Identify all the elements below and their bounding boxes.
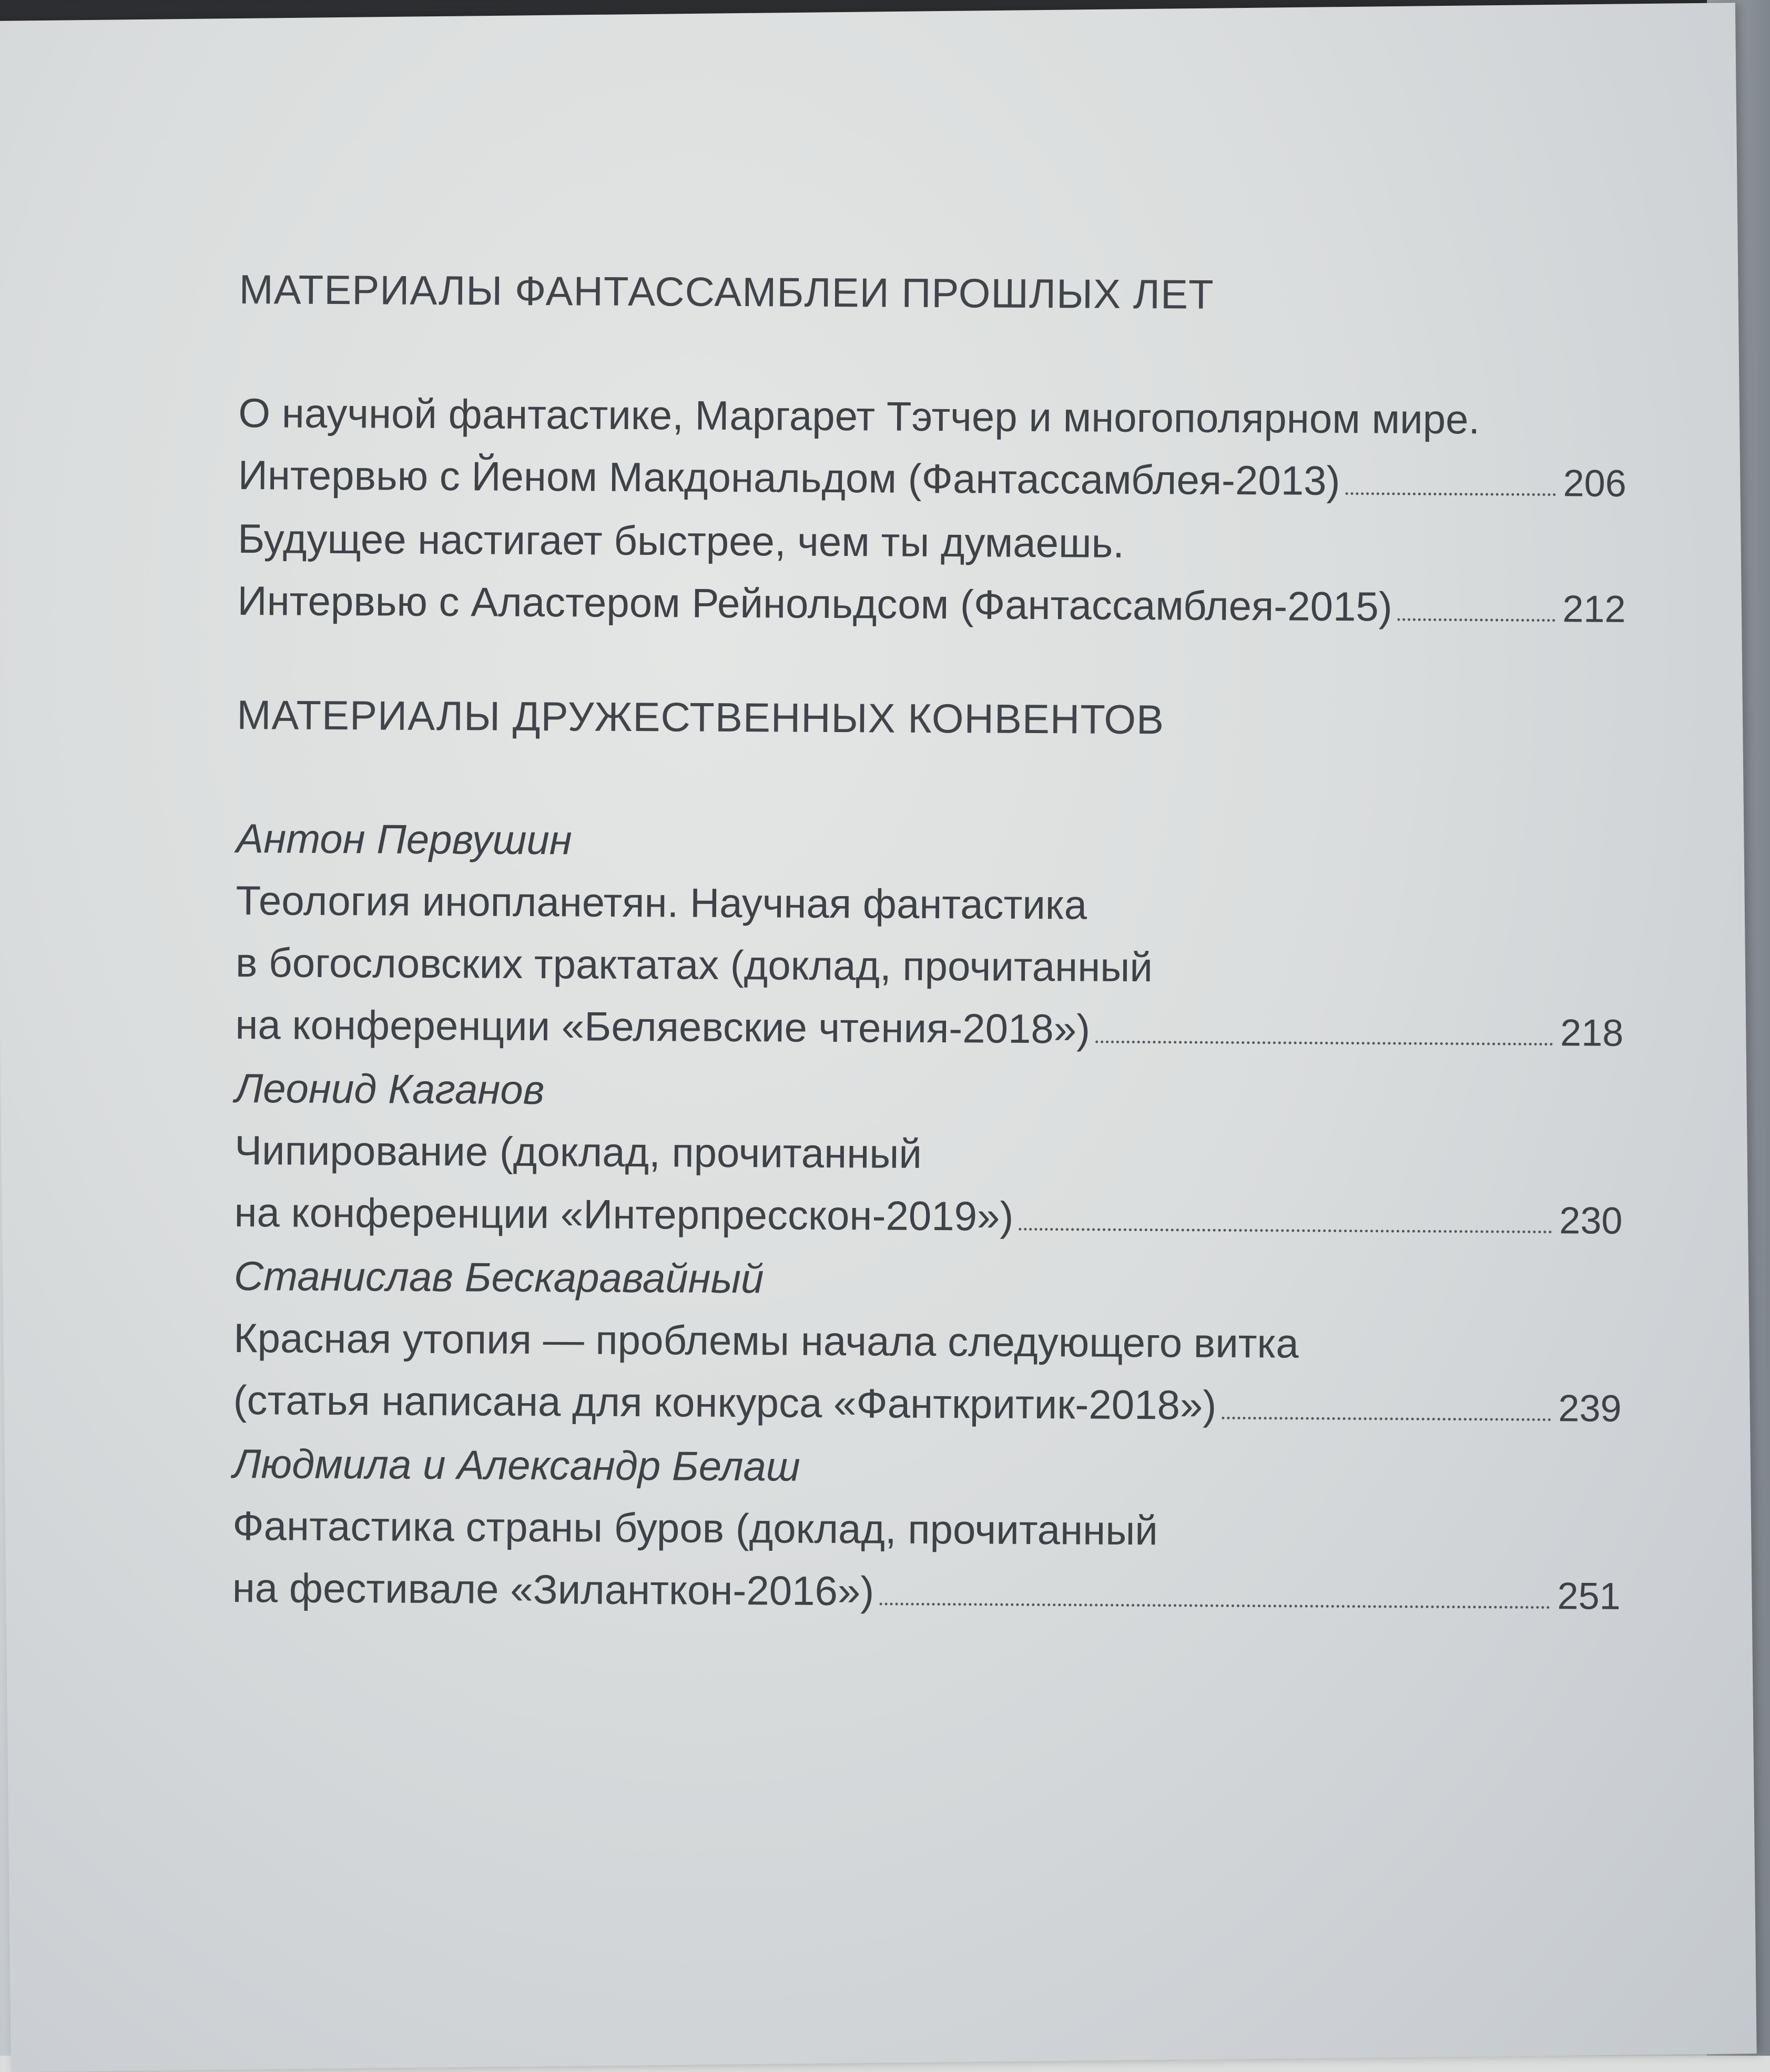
entry-line: в богословских трактатах (доклад, прочитанный — [235, 939, 1153, 991]
entry-line: Теология инопланетян. Научная фантастика — [236, 877, 1087, 928]
entry-last-line — [232, 1557, 1621, 1628]
entry-text: на конференции «Беляевские чтения-2018») — [235, 1001, 1091, 1052]
entry-last-line — [238, 444, 1626, 515]
page-number: 218 — [1560, 1012, 1624, 1054]
dot-leader — [879, 1602, 1550, 1609]
entry-line: Красная утопия — проблемы начала следующего витка — [233, 1315, 1299, 1367]
toc-entry — [238, 382, 1626, 515]
entry-last-line — [237, 570, 1626, 641]
entry-text: на конференции «Интерпресскон-2019») — [234, 1189, 1014, 1240]
dot-leader — [1398, 618, 1555, 622]
entry-line: Фантастика страны буров (доклад, прочитанный — [232, 1502, 1158, 1554]
entry-line: О научной фантастике, Маргарет Тэтчер и многополярном мире. — [238, 390, 1480, 443]
entry-author: Леонид Каганов — [235, 1065, 545, 1113]
page-number: 251 — [1557, 1575, 1621, 1618]
entry-author: Станислав Бескаравайный — [233, 1253, 764, 1302]
entry-text: Интервью с Йеном Макдональдом (Фантассамблея-2013) — [238, 452, 1340, 504]
dot-leader — [1095, 1041, 1553, 1046]
toc-entry — [232, 1433, 1621, 1628]
entry-author: Антон Первушин — [236, 815, 572, 864]
toc-entry — [235, 807, 1624, 1064]
page-number: 230 — [1559, 1200, 1623, 1242]
book-page — [0, 3, 1757, 2072]
entry-last-line — [233, 1369, 1622, 1440]
page-number: 212 — [1562, 588, 1626, 631]
section-title: МАТЕРИАЛЫ ФАНТАССАМБЛЕИ ПРОШЛЫХ ЛЕТ — [239, 266, 1214, 318]
entry-text: Интервью с Аластером Рейнольдсом (Фантассамблея-2015) — [237, 577, 1392, 630]
entry-last-line — [235, 993, 1624, 1064]
page-number: 239 — [1558, 1387, 1622, 1430]
entry-text: на фестивале «Зиланткон-2016») — [232, 1565, 874, 1614]
dot-leader — [1019, 1228, 1552, 1233]
toc-entry — [237, 507, 1626, 641]
toc-entry — [233, 1245, 1622, 1440]
page-number: 206 — [1563, 462, 1626, 505]
dot-leader — [1222, 1417, 1551, 1421]
toc-entry — [234, 1057, 1623, 1252]
entry-line: Чипирование (доклад, прочитанный — [234, 1127, 922, 1177]
table-of-contents — [232, 266, 1627, 1628]
entry-line: Будущее настигает быстрее, чем ты думаешь. — [237, 515, 1125, 566]
entry-author: Людмила и Александр Белаш — [232, 1440, 800, 1490]
dot-leader — [1345, 492, 1555, 496]
section-title: МАТЕРИАЛЫ ДРУЖЕСТВЕННЫХ КОНВЕНТОВ — [237, 692, 1165, 743]
entry-text: (статья написана для конкурса «Фанткритик-2018») — [233, 1377, 1217, 1428]
entry-last-line — [234, 1181, 1623, 1252]
